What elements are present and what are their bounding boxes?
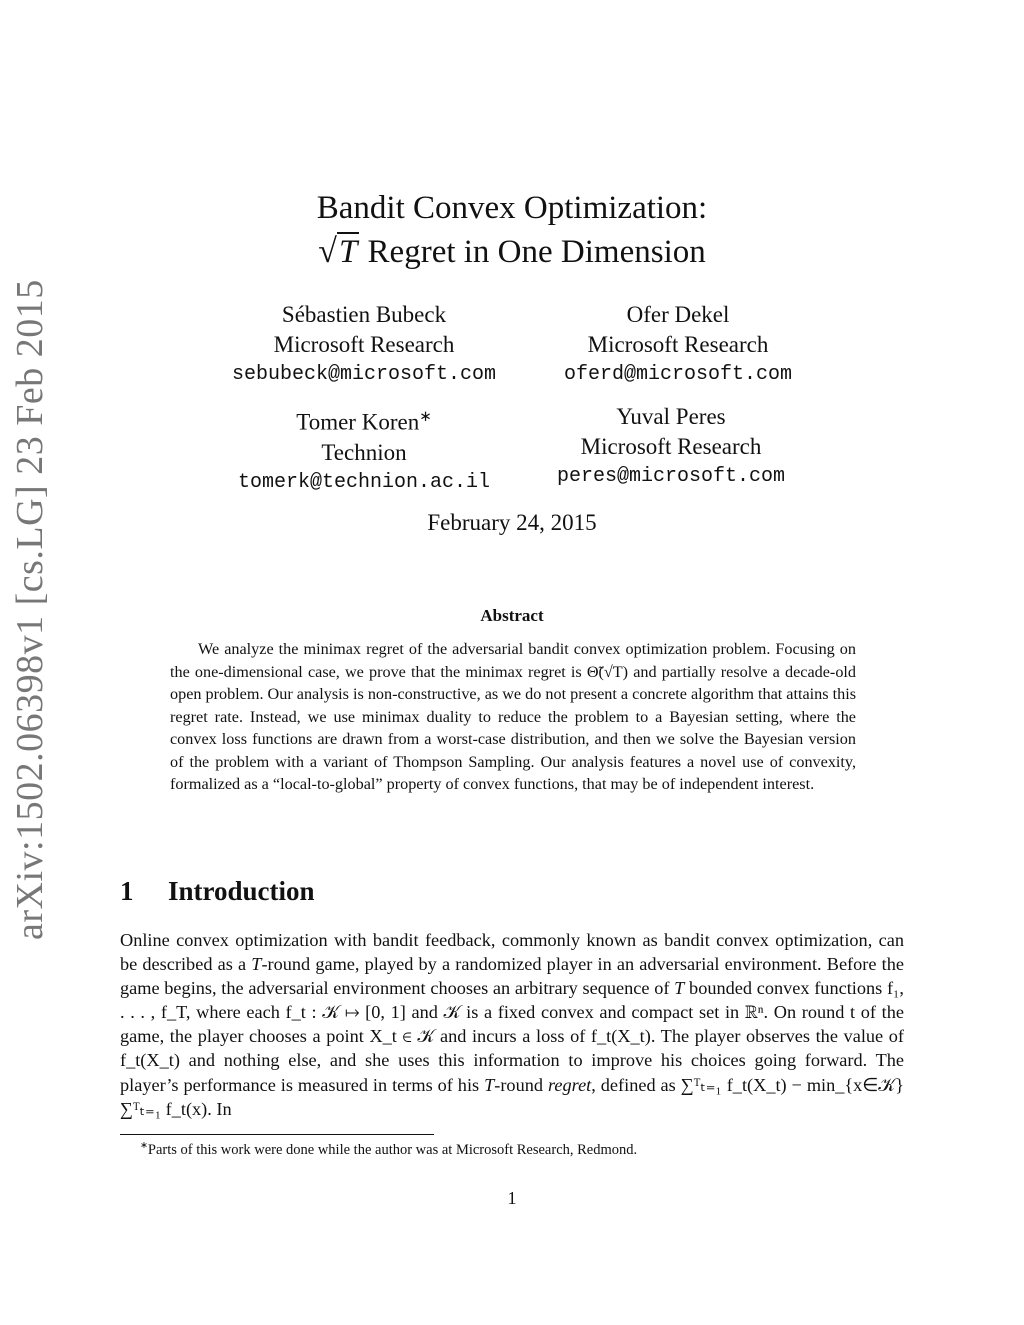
- publication-date: February 24, 2015: [427, 510, 597, 535]
- author-block-koren: [184, 402, 544, 498]
- section-number: 1: [120, 876, 134, 906]
- introduction-paragraph: Online convex optimization with bandit feedback, commonly known as bandit convex optimization, can be described as a T-round game, played by a randomized player in an adversarial environment. Before the game begins, the adversarial environment chooses an arbitrary sequence of T bounded convex functions f₁, . . . , f_T, where each f_t : 𝒦 ↦ [0, 1] and 𝒦 is a fixed convex and compact set in ℝⁿ. On round t of the game, the player chooses a point X_t ∈ 𝒦 and incurs a loss of f_t(X_t). The player observes the value of f_t(X_t) and nothing else, and she uses this information to improve his choices going forward. The player’s performance is measured in terms of his T-round regret, defined as ∑ᵀₜ₌₁ f_t(X_t) − min_{x∈𝒦} ∑ᵀₜ₌₁ f_t(x). In: [120, 930, 904, 1119]
- footnote-marker: ∗: [419, 409, 432, 425]
- author-affiliation: Microsoft Research: [580, 434, 762, 459]
- author-name: Ofer Dekel: [626, 302, 730, 327]
- author-block-peres: [491, 402, 851, 492]
- author-affiliation: Technion: [321, 439, 407, 465]
- sqrt-t-symbol: √T: [318, 233, 358, 270]
- footnote-divider: [120, 1134, 434, 1135]
- title-line-2-text: Regret in One Dimension: [359, 234, 706, 270]
- author-email[interactable]: peres@microsoft.com: [556, 465, 786, 488]
- page-number: 1: [507, 1188, 517, 1208]
- author-email[interactable]: oferd@microsoft.com: [563, 363, 793, 386]
- author-affiliation: Microsoft Research: [587, 332, 769, 357]
- section-heading: [120, 876, 315, 907]
- author-name: Sébastien Bubeck: [281, 302, 447, 327]
- abstract-heading: Abstract: [480, 606, 544, 625]
- paper-title-line-2: [0, 232, 1024, 271]
- footnote: ∗Parts of this work were done while the author was at Microsoft Research, Redmond.: [140, 1141, 638, 1158]
- author-name: Yuval Peres: [616, 404, 726, 429]
- paper-title-line-1: Bandit Convex Optimization:: [316, 190, 708, 226]
- section-title: Introduction: [168, 876, 315, 906]
- author-email[interactable]: tomerk@technion.ac.il: [237, 470, 491, 494]
- arxiv-identifier-stamp: arXiv:1502.06398v1 [cs.LG] 23 Feb 2015: [9, 279, 51, 940]
- regret-term: regret: [547, 1074, 592, 1095]
- author-block-dekel: [498, 300, 858, 390]
- author-email[interactable]: sebubeck@microsoft.com: [231, 363, 497, 386]
- author-affiliation: Microsoft Research: [273, 332, 455, 357]
- author-block-bubeck: [184, 300, 544, 390]
- footnote-marker: ∗: [140, 1141, 148, 1151]
- author-name: Tomer Koren∗: [296, 409, 432, 435]
- abstract-text: We analyze the minimax regret of the adversarial bandit convex optimization problem. Focusing on the one-dimensional case, we prove that the minimax regret is Θ̃(√T) and partially resolve a decade-old open problem. Our analysis is non-constructive, as we do not present a concrete algorithm that attains this regret rate. Instead, we use minimax duality to reduce the problem to a Bayesian setting, where the convex loss functions are drawn from a worst-case distribution, and then we solve the Bayesian version of the problem with a variant of Thompson Sampling. Our analysis features a novel use of convexity, formalized as a “local-to-global” property of convex functions, that may be of independent interest.: [170, 640, 856, 793]
